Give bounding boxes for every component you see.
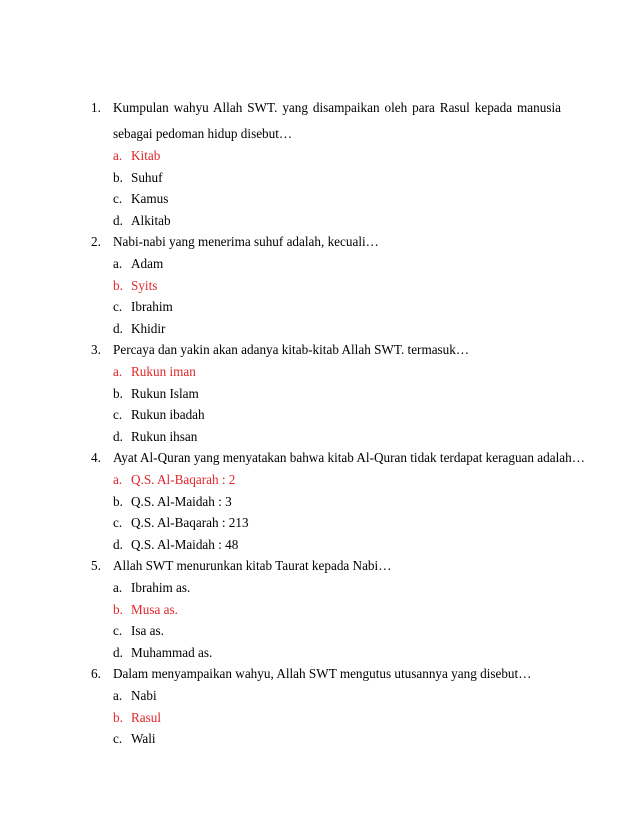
option-text: Q.S. Al-Maidah : 48 — [131, 537, 239, 552]
option-text-correct: Rasul — [131, 710, 162, 725]
option-letter: c. — [113, 515, 123, 530]
option-text: Muhammad as. — [131, 645, 213, 660]
option-letter: a. — [113, 256, 123, 271]
option-letter: a. — [113, 688, 123, 703]
question-number: 3. — [91, 342, 101, 357]
option-letter: a. — [113, 472, 123, 487]
option-text: Q.S. Al-Baqarah : 213 — [131, 515, 249, 530]
option-letter: d. — [113, 321, 123, 336]
option-letter: d. — [113, 645, 123, 660]
option-text: Ibrahim as. — [131, 580, 191, 595]
option-letter: d. — [113, 429, 123, 444]
option-text-correct: Q.S. Al-Baqarah : 2 — [131, 472, 236, 487]
option-letter: b. — [113, 170, 123, 185]
option-letter: c. — [113, 299, 123, 314]
option-text-correct: Kitab — [131, 148, 161, 163]
option-text-correct: Syits — [131, 278, 158, 293]
option-letter: c. — [113, 623, 123, 638]
option-text-correct: Rukun iman — [131, 364, 196, 379]
question-number: 2. — [91, 234, 101, 249]
option-letter: d. — [113, 213, 123, 228]
option-text: Nabi — [131, 688, 157, 703]
option-text: Rukun Islam — [131, 386, 199, 401]
option-letter: b. — [113, 278, 123, 293]
option-text: Alkitab — [131, 213, 171, 228]
option-text: Wali — [131, 731, 156, 746]
option-text: Isa as. — [131, 623, 164, 638]
option-letter: a. — [113, 364, 123, 379]
question-number: 6. — [91, 666, 101, 681]
option-letter: d. — [113, 537, 123, 552]
question-number: 4. — [91, 450, 101, 465]
question-text: Allah SWT menurunkan kitab Taurat kepada Nabi… — [113, 558, 392, 573]
option-letter: c. — [113, 191, 123, 206]
question-text: Dalam menyampaikan wahyu, Allah SWT mengutus utusannya yang disebut… — [113, 666, 532, 681]
option-text: Kamus — [131, 191, 169, 206]
option-text: Rukun ibadah — [131, 407, 205, 422]
question-text: Kumpulan wahyu Allah SWT. yang disampaikan oleh para Rasul kepada manusia — [113, 100, 561, 115]
question-text: Ayat Al-Quran yang menyatakan bahwa kitab Al-Quran tidak terdapat keraguan adalah… — [113, 450, 585, 465]
option-text: Rukun ihsan — [131, 429, 198, 444]
question-text: Nabi-nabi yang menerima suhuf adalah, kecuali… — [113, 234, 379, 249]
question-text-continued: sebagai pedoman hidup disebut… — [113, 126, 293, 141]
question-number: 5. — [91, 558, 101, 573]
option-letter: b. — [113, 494, 123, 509]
option-letter: c. — [113, 731, 123, 746]
option-letter: b. — [113, 710, 123, 725]
option-letter: a. — [113, 148, 123, 163]
option-letter: a. — [113, 580, 123, 595]
question-number: 1. — [91, 100, 101, 115]
option-text: Q.S. Al-Maidah : 3 — [131, 494, 232, 509]
question-text: Percaya dan yakin akan adanya kitab-kitab Allah SWT. termasuk… — [113, 342, 470, 357]
option-text: Suhuf — [131, 170, 163, 185]
option-letter: c. — [113, 407, 123, 422]
option-text: Adam — [131, 256, 164, 271]
option-text: Ibrahim — [131, 299, 173, 314]
option-text-correct: Musa as. — [131, 602, 178, 617]
option-text: Khidir — [131, 321, 166, 336]
option-letter: b. — [113, 386, 123, 401]
option-letter: b. — [113, 602, 123, 617]
